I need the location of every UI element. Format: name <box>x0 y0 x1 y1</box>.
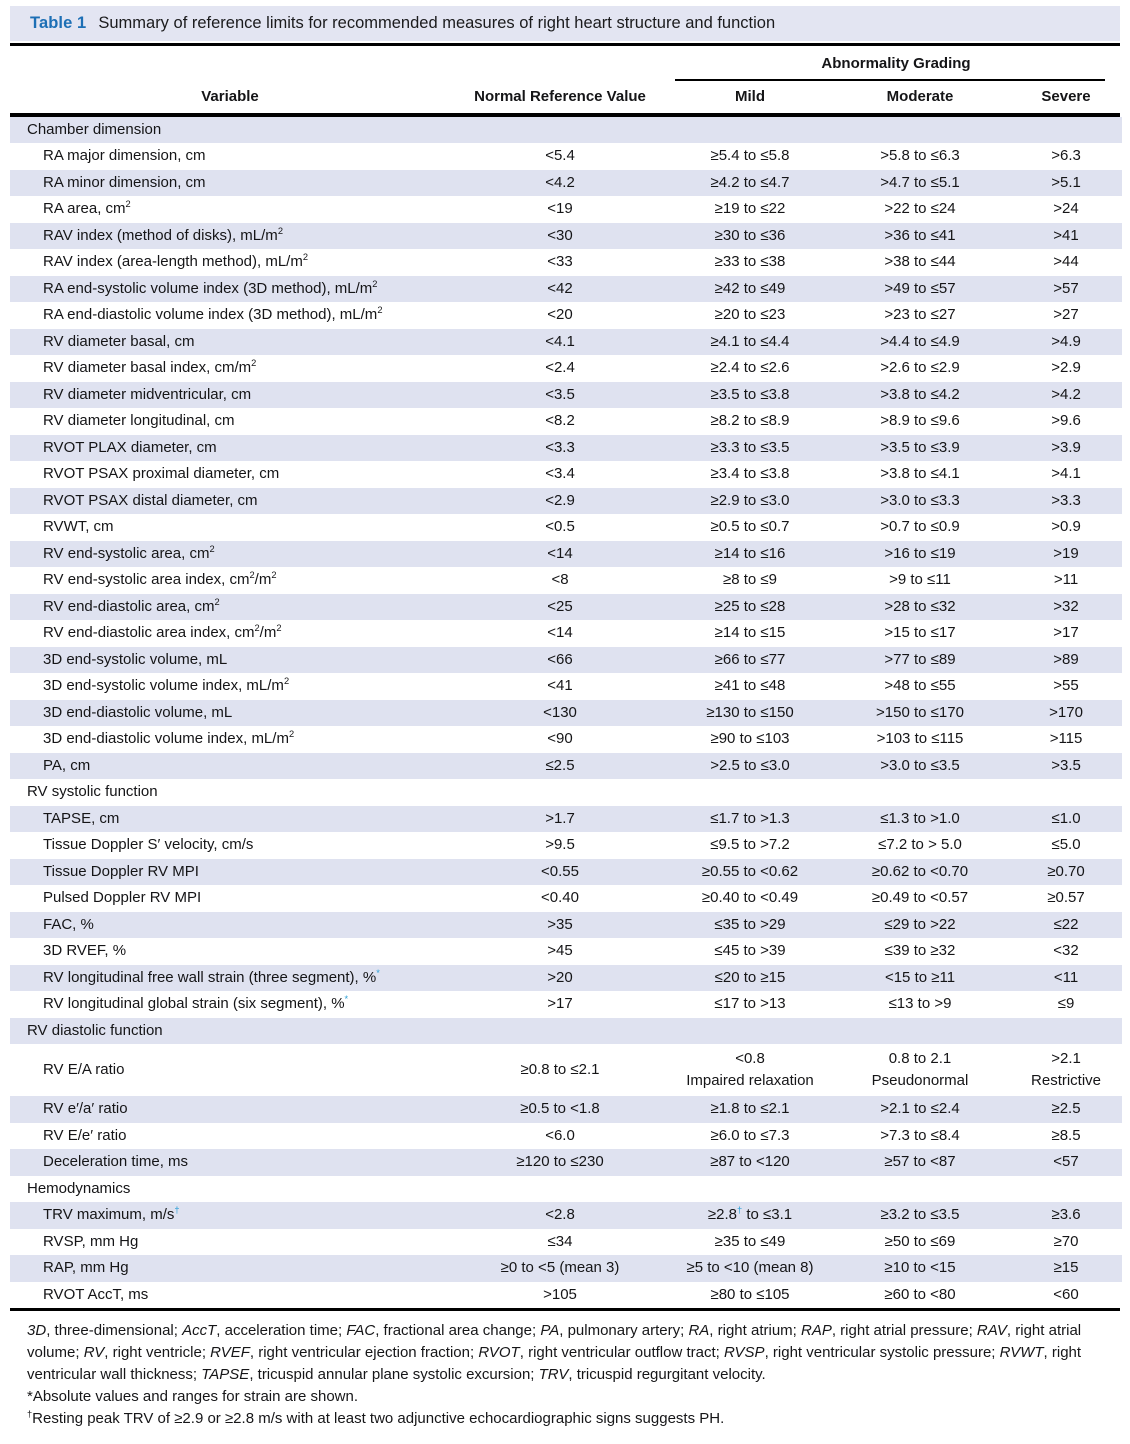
normal-value-cell: <4.2 <box>450 170 670 197</box>
moderate-value-cell: >3.5 to ≤3.9 <box>830 435 1010 462</box>
mild-value-cell: ≥1.8 to ≤2.1 <box>670 1096 830 1123</box>
severe-value-cell: >4.2 <box>1010 382 1122 409</box>
severe-value-cell: <60 <box>1053 1285 1079 1303</box>
mild-value-cell: ≥2.4 to ≤2.6 <box>710 359 790 377</box>
mild-value-cell: <0.8 Impaired relaxation <box>686 1050 814 1089</box>
moderate-value-cell: >36 to ≤41 <box>830 223 1010 250</box>
severe-value-cell: ≥70 <box>1053 1232 1079 1250</box>
severe-value-cell: ≥0.70 <box>1010 859 1122 886</box>
mild-value-cell: >2.5 to ≤3.0 <box>670 753 830 780</box>
table-row <box>10 196 1122 223</box>
footnote: *Absolute values and ranges for strain are shown. <box>27 1388 359 1405</box>
moderate-value-cell: <15 to ≥11 <box>830 965 1010 992</box>
severe-value-cell: ≤1.0 <box>1010 806 1122 833</box>
severe-value-cell: ≤5.0 <box>1051 836 1081 854</box>
moderate-value-cell: >15 to ≤17 <box>884 624 956 642</box>
normal-value-cell: >1.7 <box>450 806 670 833</box>
mild-value-cell: ≥87 to <120 <box>670 1149 830 1176</box>
moderate-value-cell: >48 to ≤55 <box>884 677 956 695</box>
mild-value-cell: ≥14 to ≤16 <box>670 541 830 568</box>
table-row <box>10 991 1122 1018</box>
severe-value-cell: >55 <box>1053 677 1079 695</box>
mild-value-cell: ≥4.1 to ≤4.4 <box>670 329 830 356</box>
mild-value-cell: ≥2.8† to ≤3.1 <box>670 1202 830 1229</box>
variable-cell: Tissue Doppler RV MPI <box>10 859 450 886</box>
normal-value-cell: <90 <box>547 730 573 748</box>
normal-value-cell: ≥0.8 to ≤2.1 <box>520 1061 600 1078</box>
severe-value-cell: >2.9 <box>1051 359 1081 377</box>
section-row <box>10 1176 1122 1203</box>
mild-value-cell: ≥5 to <10 (mean 8) <box>670 1255 830 1282</box>
mild-value-cell: ≥0.5 to ≤0.7 <box>710 518 790 536</box>
mild-value-cell: ≤17 to >13 <box>714 995 786 1013</box>
normal-value-cell: <2.9 <box>450 488 670 515</box>
normal-value-cell: ≤34 <box>547 1232 573 1250</box>
table-row <box>10 912 1122 939</box>
moderate-value-cell: >0.7 to ≤0.9 <box>880 518 960 536</box>
moderate-value-cell: >16 to ≤19 <box>830 541 1010 568</box>
abnormality-grading-header: Abnormality Grading <box>821 55 971 72</box>
moderate-value-cell: ≤13 to >9 <box>888 995 952 1013</box>
normal-value-cell: <25 <box>450 594 670 621</box>
section-row <box>10 1018 1122 1045</box>
table-row <box>10 382 1122 409</box>
normal-value-cell: <14 <box>450 541 670 568</box>
section-header: RV systolic function <box>27 783 158 801</box>
table-row <box>10 806 1122 833</box>
mild-value-cell: ≤45 to >39 <box>714 942 786 960</box>
mild-value-cell: ≥25 to ≤28 <box>670 594 830 621</box>
moderate-value-cell: ≥0.49 to <0.57 <box>871 889 969 907</box>
mild-value-cell: ≤20 to ≥15 <box>670 965 830 992</box>
mild-value-cell: ≥8.2 to ≤8.9 <box>710 412 790 430</box>
mild-value-cell: ≥42 to ≤49 <box>670 276 830 303</box>
variable-cell: RV diameter basal index, $cm/m^2$ <box>43 358 257 377</box>
normal-value-cell: <2.8 <box>450 1202 670 1229</box>
table-row <box>10 1096 1122 1123</box>
severe-value-cell: >3.3 <box>1010 488 1122 515</box>
table-row <box>10 223 1122 250</box>
variable-cell: PA, cm <box>10 753 450 780</box>
table-row <box>10 620 1122 647</box>
variable-cell: RV diameter midventricular, cm <box>10 382 450 409</box>
table-row <box>10 408 1122 435</box>
moderate-value-cell: >3.0 to ≤3.3 <box>830 488 1010 515</box>
severe-value-cell: >2.1 Restrictive <box>1031 1050 1102 1089</box>
table-row <box>10 832 1122 859</box>
normal-value-cell: ≥120 to ≤230 <box>450 1149 670 1176</box>
mild-value-cell: ≥66 to ≤77 <box>670 647 830 674</box>
table-row <box>10 965 1122 992</box>
variable-cell: TRV maximum, m/s† <box>10 1202 450 1229</box>
variable-cell: RV longitudinal free wall strain (three segment), %* <box>10 965 450 992</box>
normal-value-cell: <42 <box>450 276 670 303</box>
severe-value-cell: >170 <box>1010 700 1122 727</box>
variable-cell: RV longitudinal global strain (six segment), %* <box>43 994 349 1013</box>
severe-value-cell: >3.9 <box>1010 435 1122 462</box>
variable-cell: RV diameter basal, cm <box>10 329 450 356</box>
mild-value-cell: ≥4.2 to ≤4.7 <box>670 170 830 197</box>
table-row <box>10 885 1122 912</box>
severe-value-cell: >41 <box>1010 223 1122 250</box>
table-row <box>10 329 1122 356</box>
normal-value-cell: <30 <box>450 223 670 250</box>
variable-cell: RV end-systolic area index, $cm^2/m^2$ <box>43 570 277 589</box>
moderate-value-cell: >2.1 to ≤2.4 <box>830 1096 1010 1123</box>
variable-cell: RA minor dimension, cm <box>10 170 450 197</box>
moderate-value-cell: >28 to ≤32 <box>830 594 1010 621</box>
moderate-value-cell: >49 to ≤57 <box>830 276 1010 303</box>
mild-value-cell: ≥6.0 to ≤7.3 <box>710 1126 790 1144</box>
normal-value-cell: <5.4 <box>545 147 575 165</box>
variable-cell: RV E/e′ ratio <box>43 1126 127 1144</box>
table-row <box>10 647 1122 674</box>
variable-cell: RAV index (area-length method), $mL/m^2$ <box>43 252 309 271</box>
moderate-value-cell: >38 to ≤44 <box>884 253 956 271</box>
variable-cell: 3D end-diastolic volume index, $mL/m^2$ <box>43 729 295 748</box>
section-header: RV diastolic function <box>10 1018 1122 1045</box>
variable-cell: RVOT PSAX proximal diameter, cm <box>43 465 280 483</box>
variable-cell: RA area, $cm^2$ <box>43 199 131 218</box>
variable-cell: 3D end-systolic volume index, $mL/m^2$ <box>43 676 290 695</box>
table-row <box>10 276 1122 303</box>
table-row <box>10 1123 1122 1150</box>
variable-cell: RV end-diastolic area index, $cm^2/m^2$ <box>43 623 282 642</box>
mild-value-cell: ≤35 to >29 <box>670 912 830 939</box>
column-header-normal: Normal Reference Value <box>474 88 646 105</box>
moderate-value-cell: ≥0.62 to <0.70 <box>830 859 1010 886</box>
normal-value-cell: <3.5 <box>450 382 670 409</box>
normal-value-cell: <130 <box>450 700 670 727</box>
table-row <box>10 170 1122 197</box>
mild-value-cell: ≥80 to ≤105 <box>710 1285 790 1303</box>
normal-value-cell: >105 <box>543 1285 577 1303</box>
severe-value-cell: ≥2.5 <box>1010 1096 1122 1123</box>
variable-cell: RAP, mm Hg <box>10 1255 450 1282</box>
severe-value-cell: <57 <box>1010 1149 1122 1176</box>
severe-value-cell: <32 <box>1053 942 1079 960</box>
column-header-zone <box>10 46 1122 113</box>
normal-value-cell: <3.3 <box>450 435 670 462</box>
mild-value-cell: ≥0.55 to <0.62 <box>670 859 830 886</box>
severe-value-cell: ≥8.5 <box>1051 1126 1081 1144</box>
severe-value-cell: >44 <box>1053 253 1079 271</box>
normal-value-cell: <6.0 <box>545 1126 575 1144</box>
normal-value-cell: <20 <box>547 306 573 324</box>
mild-value-cell: ≥130 to ≤150 <box>670 700 830 727</box>
variable-cell: Pulsed Doppler RV MPI <box>43 889 202 907</box>
mild-value-cell: ≥3.4 to ≤3.8 <box>710 465 790 483</box>
normal-value-cell: ≤2.5 <box>450 753 670 780</box>
severe-value-cell: >17 <box>1053 624 1079 642</box>
variable-cell: RVOT PLAX diameter, cm <box>10 435 450 462</box>
footnote: 3D, three-dimensional; AccT, acceleration time; FAC, fractional area change; PA, pulmonary artery; RA, right atrium; RAP, right atrial pressure; RAV, right atrial volume; RV, right ventricle; RVEF, right ventricular ejection fraction; RVOT, right ventricular outflow tract; RVSP, right ventricular systolic pressure; RVWT, right ventricular wall thickness; TAPSE, tricuspid annular plane systolic excursion; TRV, tricuspid regurgitant velocity. <box>27 1322 1082 1383</box>
moderate-value-cell: ≤39 to ≥32 <box>884 942 956 960</box>
normal-value-cell: <33 <box>547 253 573 271</box>
table-caption: Summary of reference limits for recommended measures of right heart structure and function <box>98 14 776 32</box>
mild-value-cell: ≥33 to ≤38 <box>714 253 786 271</box>
section-row <box>10 779 1122 806</box>
normal-value-cell: >45 <box>547 942 573 960</box>
table-row <box>10 302 1122 329</box>
severe-value-cell: ≤9 <box>1057 995 1075 1013</box>
table-number: Table 1 <box>30 14 87 32</box>
normal-value-cell: >9.5 <box>545 836 575 854</box>
column-header-severe: Severe <box>1041 88 1091 105</box>
severe-value-cell: >5.1 <box>1010 170 1122 197</box>
variable-cell: TAPSE, cm <box>10 806 450 833</box>
variable-cell: RAV index (method of disks), $mL/m^2$ <box>10 223 450 250</box>
severe-value-cell: >27 <box>1053 306 1079 324</box>
table-row <box>10 355 1122 382</box>
severe-value-cell: >32 <box>1010 594 1122 621</box>
normal-value-cell: <3.4 <box>545 465 575 483</box>
normal-value-cell: <4.1 <box>450 329 670 356</box>
table-row <box>10 567 1122 594</box>
mild-value-cell: ≥5.4 to ≤5.8 <box>710 147 790 165</box>
normal-value-cell: >35 <box>450 912 670 939</box>
normal-value-cell: <19 <box>547 200 573 218</box>
table-row <box>10 1282 1122 1309</box>
variable-cell: 3D end-systolic volume, mL <box>10 647 450 674</box>
moderate-value-cell: >23 to ≤27 <box>884 306 956 324</box>
variable-cell: FAC, % <box>10 912 450 939</box>
severe-value-cell: >57 <box>1010 276 1122 303</box>
moderate-value-cell: ≤7.2 to > 5.0 <box>878 836 962 854</box>
variable-cell: RV end-systolic area, $cm^2$ <box>10 541 450 568</box>
mild-value-cell: ≥3.5 to ≤3.8 <box>670 382 830 409</box>
mild-value-cell: ≤1.7 to >1.3 <box>670 806 830 833</box>
table-row <box>10 541 1122 568</box>
moderate-value-cell: >4.4 to ≤4.9 <box>830 329 1010 356</box>
severe-value-cell: >4.9 <box>1010 329 1122 356</box>
severe-value-cell: ≥3.6 <box>1010 1202 1122 1229</box>
severe-value-cell: >6.3 <box>1051 147 1081 165</box>
mild-value-cell: ≥8 to ≤9 <box>723 571 777 589</box>
variable-cell: RV diameter longitudinal, cm <box>43 412 235 430</box>
variable-cell: RV E/A ratio <box>43 1061 125 1078</box>
table-row <box>10 859 1122 886</box>
mild-value-cell: ≥41 to ≤48 <box>714 677 786 695</box>
moderate-value-cell: >150 to ≤170 <box>830 700 1010 727</box>
moderate-value-cell: ≥3.2 to ≤3.5 <box>830 1202 1010 1229</box>
column-header-mild: Mild <box>735 88 765 105</box>
normal-value-cell: <0.5 <box>545 518 575 536</box>
mild-value-cell: ≥19 to ≤22 <box>714 200 786 218</box>
normal-value-cell: >20 <box>450 965 670 992</box>
table-row <box>10 1044 1122 1096</box>
variable-cell: Tissue Doppler S′ velocity, cm/s <box>43 836 254 854</box>
section-row <box>10 117 1122 144</box>
variable-cell: RVOT AccT, ms <box>43 1285 149 1303</box>
normal-value-cell: <14 <box>547 624 573 642</box>
mild-value-cell: ≥20 to ≤23 <box>714 306 786 324</box>
table-row <box>10 1255 1122 1282</box>
severe-value-cell: >24 <box>1053 200 1079 218</box>
severe-value-cell: >9.6 <box>1051 412 1081 430</box>
mild-value-cell: ≥2.9 to ≤3.0 <box>670 488 830 515</box>
moderate-value-cell: ≥60 to <80 <box>884 1285 956 1303</box>
moderate-value-cell: >77 to ≤89 <box>830 647 1010 674</box>
normal-value-cell: <8.2 <box>545 412 575 430</box>
severe-value-cell: >89 <box>1010 647 1122 674</box>
table-row <box>10 1229 1122 1256</box>
normal-value-cell: <0.40 <box>541 889 579 907</box>
table-row <box>10 435 1122 462</box>
table-row <box>10 1149 1122 1176</box>
table-row <box>10 1202 1122 1229</box>
moderate-value-cell: 0.8 to 2.1 Pseudonormal <box>871 1050 969 1089</box>
moderate-value-cell: ≥50 to ≤69 <box>884 1232 956 1250</box>
severe-value-cell: >11 <box>1053 571 1079 589</box>
table-row <box>10 461 1122 488</box>
footnote: †Resting peak TRV of ≥2.9 or ≥2.8 m/s with at least two adjunctive echocardiographic signs suggests PH. <box>27 1409 725 1427</box>
mild-value-cell: ≥30 to ≤36 <box>670 223 830 250</box>
moderate-value-cell: >5.8 to ≤6.3 <box>880 147 960 165</box>
mild-value-cell: ≤9.5 to >7.2 <box>710 836 790 854</box>
mild-value-cell: ≥0.40 to <0.49 <box>701 889 799 907</box>
table-row <box>10 938 1122 965</box>
column-header-moderate: Moderate <box>886 88 954 105</box>
severe-value-cell: >19 <box>1010 541 1122 568</box>
variable-cell: RVSP, mm Hg <box>43 1232 139 1250</box>
table-row <box>10 753 1122 780</box>
footnotes <box>10 1311 1122 1444</box>
moderate-value-cell: >7.3 to ≤8.4 <box>880 1126 960 1144</box>
normal-value-cell: <8 <box>551 571 569 589</box>
mild-value-cell: ≥90 to ≤103 <box>710 730 790 748</box>
abnormality-grading-underline <box>675 79 1105 81</box>
table-row <box>10 594 1122 621</box>
table-row <box>10 249 1122 276</box>
mild-value-cell: ≥35 to ≤49 <box>714 1232 786 1250</box>
section-header: Hemodynamics <box>27 1179 131 1197</box>
table-row <box>10 143 1122 170</box>
section-header: Chamber dimension <box>10 117 1122 144</box>
mild-value-cell: ≥3.3 to ≤3.5 <box>670 435 830 462</box>
moderate-value-cell: ≤1.3 to >1.0 <box>830 806 1010 833</box>
severe-value-cell: >115 <box>1049 730 1083 748</box>
normal-value-cell: ≥0.5 to <1.8 <box>450 1096 670 1123</box>
severe-value-cell: >0.9 <box>1051 518 1081 536</box>
normal-value-cell: ≥0 to <5 (mean 3) <box>450 1255 670 1282</box>
variable-cell: RA end-diastolic volume index (3D method), $mL/m^2$ <box>43 305 383 324</box>
moderate-value-cell: >8.9 to ≤9.6 <box>880 412 960 430</box>
table-row <box>10 514 1122 541</box>
normal-value-cell: <41 <box>547 677 573 695</box>
variable-cell: RA major dimension, cm <box>43 147 206 165</box>
table-row <box>10 673 1122 700</box>
moderate-value-cell: >2.6 to ≤2.9 <box>880 359 960 377</box>
table-row <box>10 700 1122 727</box>
normal-value-cell: <2.4 <box>545 359 575 377</box>
mild-value-cell: ≥14 to ≤15 <box>714 624 786 642</box>
moderate-value-cell: ≤29 to >22 <box>830 912 1010 939</box>
variable-cell: RV end-diastolic area, $cm^2$ <box>10 594 450 621</box>
variable-cell: 3D end-diastolic volume, mL <box>10 700 450 727</box>
column-header-variable: Variable <box>201 88 259 105</box>
variable-cell: Deceleration time, ms <box>10 1149 450 1176</box>
moderate-value-cell: ≥57 to <87 <box>830 1149 1010 1176</box>
moderate-value-cell: >3.8 to ≤4.1 <box>880 465 960 483</box>
normal-value-cell: >17 <box>547 995 573 1013</box>
table-row <box>10 488 1122 515</box>
variable-cell: 3D RVEF, % <box>43 942 127 960</box>
table-row <box>10 726 1122 753</box>
severe-value-cell: ≥15 <box>1010 1255 1122 1282</box>
moderate-value-cell: >22 to ≤24 <box>884 200 956 218</box>
table-title-bar <box>10 6 1120 41</box>
variable-cell: RVOT PSAX distal diameter, cm <box>10 488 450 515</box>
normal-value-cell: <66 <box>450 647 670 674</box>
severe-value-cell: ≥0.57 <box>1047 889 1085 907</box>
moderate-value-cell: >3.8 to ≤4.2 <box>830 382 1010 409</box>
severe-value-cell: >4.1 <box>1051 465 1081 483</box>
severe-value-cell: ≤22 <box>1010 912 1122 939</box>
moderate-value-cell: ≥10 to <15 <box>830 1255 1010 1282</box>
moderate-value-cell: >103 to ≤115 <box>876 730 964 748</box>
variable-cell: RA end-systolic volume index (3D method), $mL/m^2$ <box>10 276 450 303</box>
variable-cell: RVWT, cm <box>43 518 114 536</box>
moderate-value-cell: >4.7 to ≤5.1 <box>830 170 1010 197</box>
severe-value-cell: <11 <box>1010 965 1122 992</box>
moderate-value-cell: >9 to ≤11 <box>889 571 951 589</box>
moderate-value-cell: >3.0 to ≤3.5 <box>830 753 1010 780</box>
reference-limits-table <box>10 117 1122 1309</box>
variable-cell: RV e′/a′ ratio <box>10 1096 450 1123</box>
severe-value-cell: >3.5 <box>1010 753 1122 780</box>
normal-value-cell: <0.55 <box>450 859 670 886</box>
